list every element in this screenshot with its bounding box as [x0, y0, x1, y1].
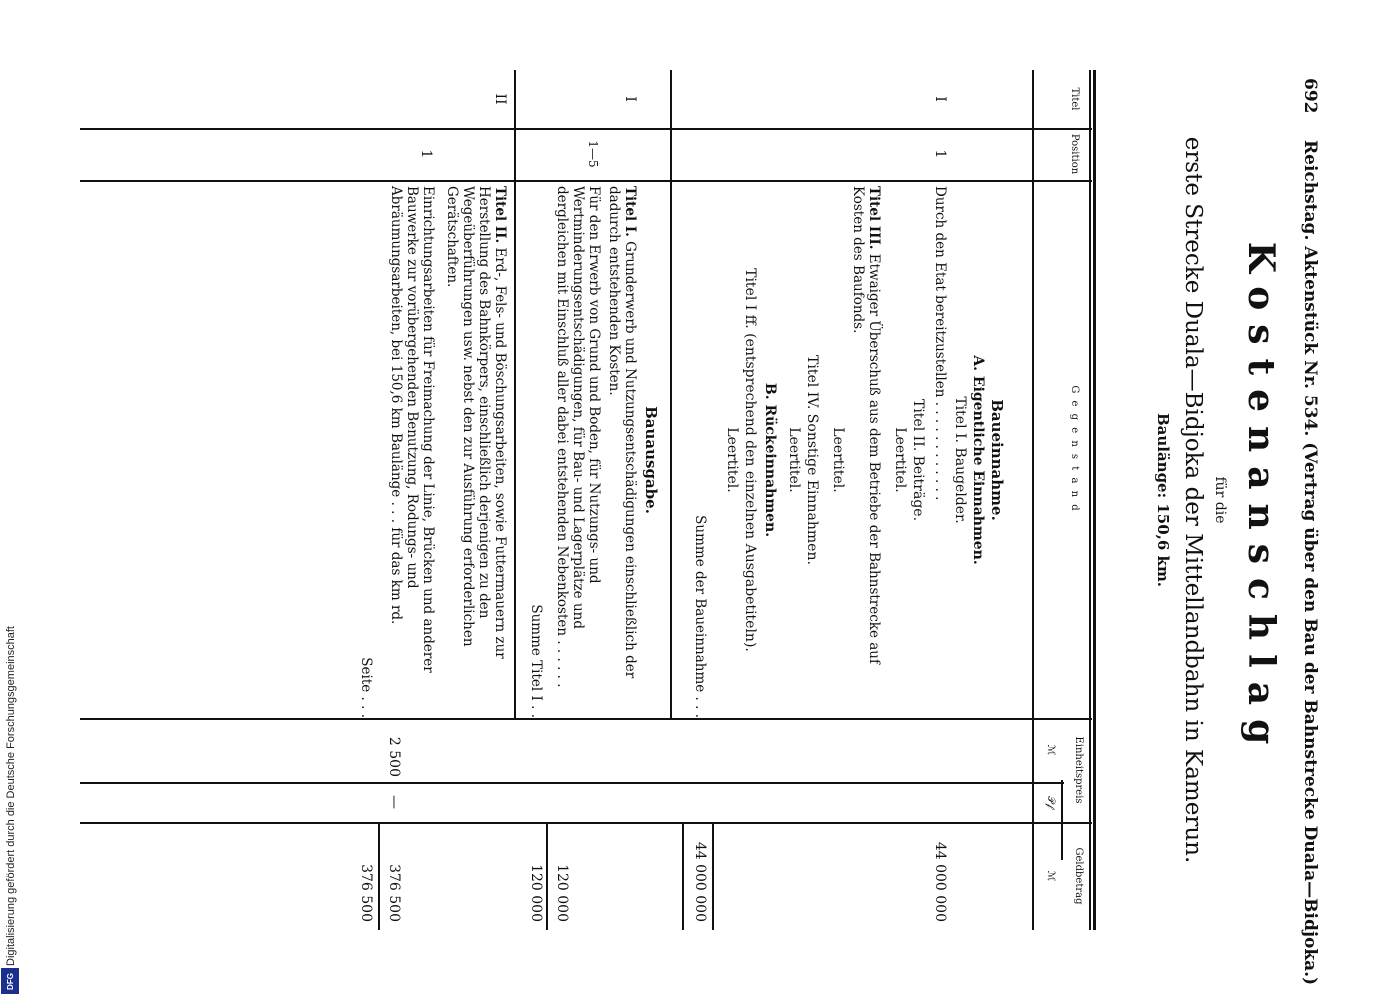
seite-rule: [379, 822, 381, 930]
seite-amount: 376 500: [358, 864, 374, 922]
col-rule-einheit: [80, 822, 1092, 824]
summe-baueinnahme-underline: [683, 822, 685, 930]
col-rule-gegenstand: [80, 718, 1092, 720]
titel-i-text: Durch den Etat bereitzustellen . . . . . . . . . . . .: [932, 186, 948, 501]
ausgabe-titel-i-text: Grunderwerb und Nutzungsentschädigungen einschließlich der dadurch entstehenden Kosten.: [606, 186, 638, 679]
col-header-geldbetrag: Geldbetrag: [1073, 847, 1084, 905]
rotated-page: [80, 70, 1320, 986]
titel-iii-label: Titel III.: [866, 186, 882, 250]
ausgabe-titel-ii-mark: II: [492, 93, 508, 105]
digitization-footer: [0, 0, 22, 1000]
col-header-einheitspreis: Einheitspreis: [1073, 736, 1084, 804]
summe-baueinnahme-amount: 44 000 000: [692, 841, 708, 922]
titel-iii-leertitel: Leertitel.: [830, 427, 846, 493]
ausgabe-titel-i-amount: 120 000: [554, 864, 570, 922]
dfg-logo: DFG: [1, 968, 19, 994]
bauausgabe-heading: Bauausgabe.: [642, 406, 660, 514]
titel-i-mark: I: [932, 96, 948, 102]
col-rule-position: [80, 180, 1092, 182]
ausgabe-titel-ii-position: 1: [418, 149, 434, 159]
summe-baueinnahme-label: Summe der Baueinnahme . . .: [692, 515, 708, 718]
ausgabe-titel-i-block: [606, 186, 638, 712]
digitization-note: Digitalisierung gefördert durch die Deutsche Forschungsgemeinschaft: [5, 626, 17, 966]
ausgabe-section-rule: [671, 70, 673, 718]
ausgabe-titel-ii-label: Titel II.: [492, 186, 508, 244]
titel-iv-leertitel: Leertitel.: [786, 427, 802, 493]
col-header-titel: Titel: [1069, 87, 1080, 111]
ausgabe-titel-ii-body: Einrichtungsarbeiten für Freimachung der Linie, Brücken und anderer Bauwerke zur vorübergehenden Benutzung, Rodungs- und Abräumungsarbeiten, bei 150,6 km Baulänge . . . für das km rd.: [388, 186, 436, 673]
titel-i-title: Titel I. Baugelder.: [952, 396, 968, 524]
titel-ii-title: Titel II. Beiträge.: [910, 398, 926, 522]
ausgabe-titel-i-position: 1—5: [586, 140, 600, 168]
col-header-position: Position: [1069, 133, 1080, 175]
titel-ii-leertitel: Leertitel.: [892, 427, 908, 493]
ausgabe-titel-ii-text: Erd-, Fels- und Böschungsarbeiten, sowie Futtermauern zur Herstellung des Bahnkörpers, einschließlich derjenigen zu den Wegeüberführungen usw. nebst den zur Ausführung erforderlichen Gerätschaften.: [444, 186, 508, 659]
page-number: 692: [1300, 78, 1320, 114]
document-title: Kostenanschlag: [1240, 241, 1282, 759]
table-header-rule: [1033, 70, 1035, 930]
ausgabe-titel-i-label: Titel I.: [622, 186, 638, 237]
eigene-einnahmen-heading: A. Eigentliche Einnahmen.: [970, 355, 986, 565]
col-header-einheit-mark: ℳ: [1045, 744, 1056, 756]
running-title: Reichstag. Aktenstück Nr. 534. (Vertrag über den Bau der Bahnstrecke Duala—Bidjoka.): [1300, 140, 1320, 986]
titel-iii-text: Etwaiger Überschuß aus dem Betriebe der Bahnstrecke auf Kosten des Baufonds.: [850, 186, 882, 665]
summe-titel-i-amount: 120 000: [528, 864, 544, 922]
seite-label: Seite . . .: [358, 657, 374, 718]
col-header-geldbetrag-mark: ℳ: [1045, 870, 1056, 882]
table-top-rule-2: [1090, 70, 1092, 930]
ausgabe-titel-ii-unit-pf: —: [386, 795, 402, 809]
titel-i-amount: 44 000 000: [932, 841, 948, 922]
baulaenge: Baulänge: 150,6 km.: [1154, 412, 1172, 588]
baueinnahme-heading: Baueinnahme.: [988, 399, 1006, 521]
ausgabe-titel-ii-rule: [515, 70, 517, 718]
document-subtitle: erste Strecke Duala—Bidjoka der Mittellandbahn in Kamerun.: [1180, 136, 1206, 864]
summe-titel-i-label: Summe Titel I . .: [528, 604, 544, 718]
ausgabe-titel-i-body: Für den Erwerb von Grund und Boden, für Nutzungs- und Wertminderungsentschädigungen, für Bau- und Lagerplätze und dergleichen mit Einschluß aller dabei entstehenden Nebenkosten . . . . . .: [554, 186, 602, 688]
ausgabe-titel-ii-block: [444, 186, 508, 712]
col-header-gegenstand: G e g e n s t a n d: [1069, 385, 1080, 513]
ausgabe-titel-i-mark: I: [622, 96, 638, 102]
col-rule-mark: [80, 782, 1064, 784]
table-top-rule: [1093, 70, 1096, 930]
rueckeinnahmen-leertitel: Leertitel.: [724, 427, 740, 493]
summe-baueinnahme-rule: [713, 822, 715, 930]
summe-titel-i-rule: [547, 822, 549, 930]
ausgabe-titel-ii-amount: 376 500: [386, 864, 402, 922]
rueckeinnahmen-title: Titel I ff. (entsprechend den einzelnen Ausgabetiteln).: [742, 268, 758, 652]
einheit-sub-rule: [1062, 780, 1064, 860]
ausgabe-titel-ii-unit-price: 2 500: [386, 736, 402, 777]
subtitle-fuer: für die: [1212, 476, 1228, 524]
col-header-einheit-pf: 𝒫𝒻: [1045, 796, 1056, 808]
rueckeinnahmen-heading: B. Rückeinnahmen.: [762, 382, 778, 538]
titel-iii-block: [850, 186, 882, 712]
titel-i-position: 1: [932, 149, 948, 159]
titel-iv-title: Titel IV. Sonstige Einnahmen.: [804, 355, 820, 565]
